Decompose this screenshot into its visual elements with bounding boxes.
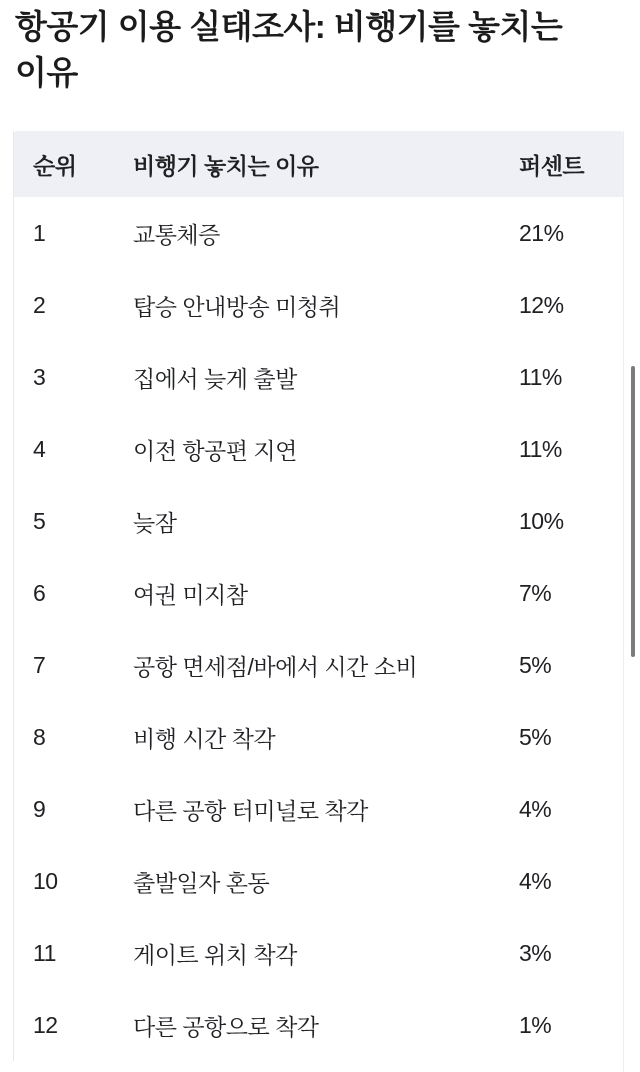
table-row [14,197,623,269]
table-row [14,341,623,413]
percent-cell: 5% [519,723,552,750]
percent-cell: 10% [519,507,564,534]
table-row [14,989,623,1061]
percent-cell: 12% [519,291,564,318]
col-header-rank: 순위 [33,152,77,179]
table-row [14,917,623,989]
percent-cell: 4% [519,867,552,894]
table-body [14,197,623,1061]
percent-cell: 21% [519,219,564,246]
survey-table [13,131,623,1061]
reason-cell: 게이트 위치 착각 [133,941,297,968]
reason-cell: 여권 미지참 [133,581,248,608]
reason-cell: 이전 항공편 지연 [133,437,297,464]
col-header-percent: 퍼센트 [519,152,585,179]
rank-cell: 1 [33,219,46,246]
reason-cell: 탑승 안내방송 미청취 [133,293,341,320]
rank-cell: 5 [33,507,46,534]
table-row [14,845,623,917]
col-header-reason: 비행기 놓치는 이유 [133,152,319,179]
reason-cell: 늦잠 [133,509,177,536]
table-row [14,773,623,845]
percent-cell: 4% [519,795,552,822]
table-row [14,701,623,773]
reason-cell: 공항 면세점/바에서 시간 소비 [133,653,418,680]
rank-cell: 9 [33,795,46,822]
table-row [14,629,623,701]
rank-cell: 3 [33,363,46,390]
rank-cell: 12 [33,1011,58,1038]
rank-cell: 7 [33,651,46,678]
percent-cell: 7% [519,579,552,606]
reason-cell: 교통체증 [133,221,220,248]
percent-cell: 1% [519,1011,552,1038]
reason-cell: 비행 시간 착각 [133,725,276,752]
table-row [14,557,623,629]
percent-cell: 3% [519,939,552,966]
table-row [14,413,623,485]
rank-cell: 11 [33,939,56,966]
rank-cell: 6 [33,579,46,606]
rank-cell: 8 [33,723,46,750]
rank-cell: 2 [33,291,46,318]
scrollbar-thumb[interactable] [631,366,635,657]
table-row [14,269,623,341]
rank-cell: 4 [33,435,46,462]
table-header-row [14,131,623,197]
percent-cell: 5% [519,651,552,678]
reason-cell: 다른 공항 터미널로 착각 [133,797,368,824]
page-title: 항공기 이용 실태조사: 비행기를 놓치는 이유 [15,8,563,91]
rank-cell: 10 [33,867,58,894]
percent-cell: 11% [519,435,562,462]
reason-cell: 다른 공항으로 착각 [133,1013,319,1040]
table-row [14,485,623,557]
reason-cell: 집에서 늦게 출발 [133,365,297,392]
reason-cell: 출발일자 혼동 [133,869,270,896]
percent-cell: 11% [519,363,562,390]
